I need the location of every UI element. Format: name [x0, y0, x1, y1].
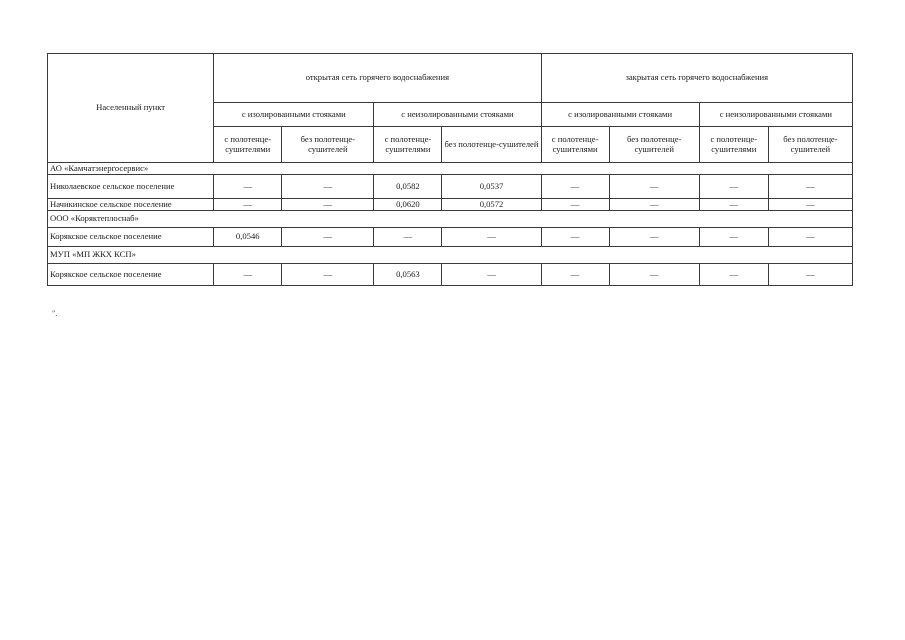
value-cell: —: [374, 228, 442, 247]
with-dryers-header: с полотенце-сушителями: [214, 127, 282, 163]
value-cell: 0,0537: [442, 175, 541, 199]
value-cell: 0,0620: [374, 199, 442, 211]
value-cell: —: [609, 199, 699, 211]
value-cell: —: [768, 264, 852, 286]
value-cell: —: [768, 175, 852, 199]
org-name: ООО «Коряктеплоснаб»: [48, 211, 853, 228]
value-cell: —: [442, 228, 541, 247]
header-row-network: [48, 54, 853, 103]
settlement-name: Начикинское сельское поселение: [48, 199, 214, 211]
table-row: [48, 228, 853, 247]
value-cell: —: [699, 228, 768, 247]
closed-insulated-risers-header: с изолированными стояками: [541, 103, 699, 127]
value-cell: —: [541, 199, 609, 211]
with-dryers-header: с полотенце-сушителями: [699, 127, 768, 163]
value-cell: —: [282, 175, 374, 199]
closed-uninsulated-risers-header: с неизолированными стояками: [699, 103, 852, 127]
footnote-mark: ".: [52, 309, 58, 318]
open-insulated-risers-header: с изолированными стояками: [214, 103, 374, 127]
open-uninsulated-risers-header: с неизолированными стояками: [374, 103, 541, 127]
settlement-name: Корякское сельское поселение: [48, 264, 214, 286]
org-row: [48, 163, 853, 175]
value-cell: 0,0563: [374, 264, 442, 286]
without-dryers-header: без полотенце-сушителей: [442, 127, 541, 163]
with-dryers-header: с полотенце-сушителями: [541, 127, 609, 163]
table-row: [48, 264, 853, 286]
value-cell: —: [541, 228, 609, 247]
value-cell: —: [609, 228, 699, 247]
value-cell: —: [214, 175, 282, 199]
without-dryers-header: без полотенце-сушителей: [768, 127, 852, 163]
value-cell: —: [699, 264, 768, 286]
org-name: АО «Камчатэнергосервис»: [48, 163, 853, 175]
value-cell: —: [609, 175, 699, 199]
table-row: [48, 199, 853, 211]
value-cell: —: [214, 264, 282, 286]
org-name: МУП «МП ЖКХ КСП»: [48, 247, 853, 264]
value-cell: —: [282, 264, 374, 286]
without-dryers-header: без полотенце-сушителей: [609, 127, 699, 163]
with-dryers-header: с полотенце-сушителями: [374, 127, 442, 163]
value-cell: —: [699, 175, 768, 199]
table-row: [48, 175, 853, 199]
settlement-name: Николаевское сельское поселение: [48, 175, 214, 199]
value-cell: —: [768, 199, 852, 211]
value-cell: —: [282, 199, 374, 211]
closed-network-header: закрытая сеть горячего водоснабжения: [541, 54, 852, 103]
value-cell: —: [442, 264, 541, 286]
org-row: [48, 247, 853, 264]
value-cell: —: [282, 228, 374, 247]
value-cell: —: [541, 175, 609, 199]
settlement-column-header: Населенный пункт: [48, 54, 214, 163]
value-cell: 0,0546: [214, 228, 282, 247]
value-cell: 0,0582: [374, 175, 442, 199]
value-cell: —: [541, 264, 609, 286]
value-cell: —: [768, 228, 852, 247]
hot-water-tariff-table: [47, 53, 853, 286]
settlement-name: Корякское сельское поселение: [48, 228, 214, 247]
without-dryers-header: без полотенце-сушителей: [282, 127, 374, 163]
value-cell: —: [609, 264, 699, 286]
value-cell: —: [214, 199, 282, 211]
value-cell: 0,0572: [442, 199, 541, 211]
org-row: [48, 211, 853, 228]
value-cell: —: [699, 199, 768, 211]
open-network-header: открытая сеть горячего водоснабжения: [214, 54, 541, 103]
